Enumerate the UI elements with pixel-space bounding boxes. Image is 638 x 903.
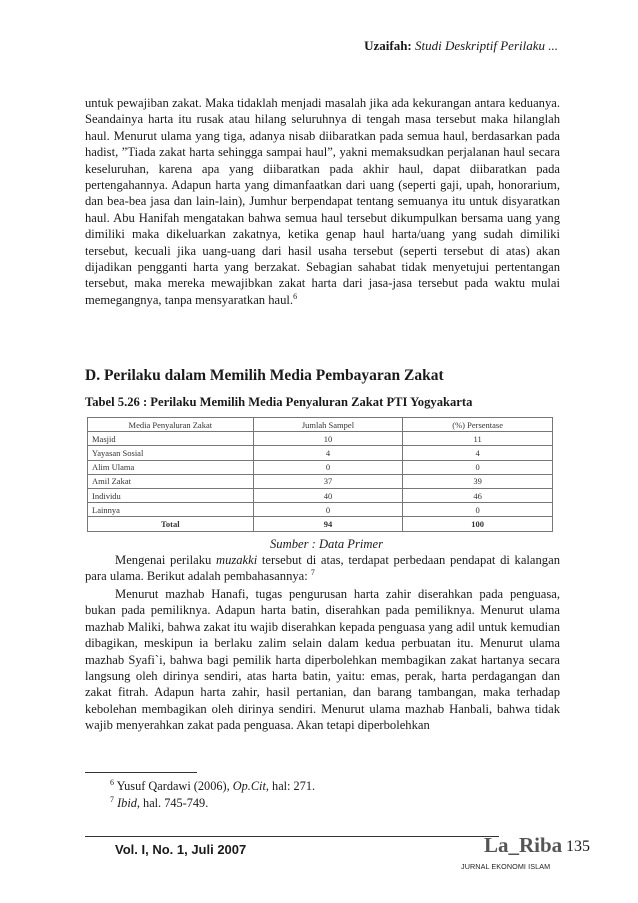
journal-volume: Vol. I, No. 1, Juli 2007: [115, 842, 247, 857]
table-cell: 100: [403, 517, 553, 531]
paragraph-2-term: muzakki: [215, 553, 258, 567]
table-cell: Lainnya: [88, 503, 254, 517]
table-row: [88, 446, 553, 460]
table-total-row: [88, 517, 553, 531]
table-cell: 0: [403, 460, 553, 474]
footnote-citation: Op.Cit: [232, 779, 266, 793]
running-header: [364, 38, 558, 54]
paragraph-1-text: untuk pewajiban zakat. Maka tidaklah menjadi masalah jika ada kekurangan antara keduanya. Seandainya harta itu rusak atau hilang seluruhnya di tengah masa tersebut maka hilanglah haul. Menurut ulama yang tiga, adanya nisab diibaratkan pada semua haul, berdasarkan pada hadist, ”Tiada zakat harta sehingga sampai haul”, yakni memaksudkan perjalanan haul secara keseluruhan, karena apa yang diibaratkan pada akhir haul, dapat diibaratkan pada pertengahannya. Adapun harta yang dimanfaatkan dari uang (seperti gaji, upah, honorarium, dan bea-bea jasa dan lain-lain), Jumhur berpendapat tentang semuanya itu untuk disyaratkan haul. Abu Hanifah mengatakan bahwa semua haul tersebut dikumpulkan bersama uang yang dimiliki maka dikeluarkan zakatnya, ketika genap haul harta/uang yang sudah dimiliki tersebut, kecuali jika uang-uang dari hasil usaha tersebut (seperti tersebut di atas) akan dijadikan pengganti harta yang berzakat. Sebagian sahabat tidak menyetujui pertentangan tersebut, maka mereka mewajibkan zakat harta dari jasa-jasa tersebut pada waktu mulai memegangnya, tanpa mensyaratkan haul.: [85, 96, 560, 307]
footnote-citation: Ibid: [117, 796, 137, 810]
paragraph-2-text: tersebut di atas, terdapat perbedaan pendapat di kalangan para ulama. Berikut adalah pembahasannya:: [85, 553, 560, 584]
table-cell: 39: [403, 474, 553, 488]
table-cell: Individu: [88, 488, 254, 502]
column-header: (%) Persentase: [403, 418, 553, 432]
table-cell: Total: [88, 517, 254, 531]
header-author: Uzaifah:: [364, 38, 412, 53]
table-cell: 37: [253, 474, 403, 488]
footnote-number: 7: [110, 794, 114, 804]
table-cell: Yayasan Sosial: [88, 446, 254, 460]
header-title: Studi Deskriptif Perilaku ...: [415, 38, 558, 53]
table-cell: 0: [253, 503, 403, 517]
footnote-7: [110, 796, 208, 811]
footnote-text: , hal: 271.: [265, 779, 316, 793]
column-header: Media Penyaluran Zakat: [88, 418, 254, 432]
table-row: [88, 474, 553, 488]
table-cell: 94: [253, 517, 403, 531]
footnote-divider: [85, 772, 197, 773]
footnote-text: Yusuf Qardawi (2006),: [116, 779, 233, 793]
footnote-text: , hal. 745-749.: [136, 796, 209, 810]
body-paragraph-2: [85, 552, 560, 585]
table-cell: Alim Ulama: [88, 460, 254, 474]
data-table: [87, 417, 553, 532]
table-cell: 40: [253, 488, 403, 502]
journal-subtitle: JURNAL EKONOMI ISLAM: [461, 862, 551, 871]
table-header-row: [88, 418, 553, 432]
paragraph-3-text: Menurut mazhab Hanafi, tugas pengurusan harta zahir diserahkan pada penguasa, bukan pada pemiliknya. Adapun harta batin, diserahkan pada pemiliknya. Menurut ulama mazhab Maliki, bahwa zakat itu wajib diserahkan kepada penguasa yang adil untuk kemudian dibagikan, meskipun ia berlaku zalim selain dalam kedua perbuatan itu. Menurut ulama mazhab Syafi`i, bahwa bagi pemilik harta diperbolehkan membagikan zakat hartanya secara langsung oleh dirinya sendiri, atas harta batin, yaitu: emas, perak, harta perdagangan dan zakat fitrah. Adapun harta zahir, hasil pertanian, dan barang tambangan, maka terhadap kebolehan membagikan oleh dirinya sendiri. Menurut ulama mazhab Hanbali, bahwa tidak wajib menyerahkan zakat pada penguasa. Akan tetapi diperbolehkan: [85, 587, 560, 733]
column-header: Jumlah Sampel: [253, 418, 403, 432]
footer-divider: [85, 836, 499, 837]
table-cell: Amil Zakat: [88, 474, 254, 488]
footnote-ref-7[interactable]: 7: [310, 568, 315, 578]
table-cell: 4: [403, 446, 553, 460]
table-cell: 4: [253, 446, 403, 460]
table-caption: Tabel 5.26 : Perilaku Memilih Media Penyaluran Zakat PTI Yogyakarta: [85, 395, 473, 409]
table-row: [88, 460, 553, 474]
table-cell: 0: [403, 503, 553, 517]
footnote-number: 6: [110, 777, 114, 787]
table-row: [88, 432, 553, 446]
page-number: 135: [566, 838, 590, 855]
table-cell: 11: [403, 432, 553, 446]
paragraph-2-text: Mengenai perilaku: [115, 553, 216, 567]
body-paragraph-3: [85, 586, 560, 734]
table-cell: 46: [403, 488, 553, 502]
section-heading: D. Perilaku dalam Memilih Media Pembayaran Zakat: [85, 367, 444, 384]
journal-logo: La_Riba: [484, 833, 563, 857]
table-row: [88, 488, 553, 502]
table-cell: 0: [253, 460, 403, 474]
footnote-ref-6[interactable]: 6: [293, 291, 298, 301]
table-cell: Masjid: [88, 432, 254, 446]
table-source: Sumber : Data Primer: [270, 537, 383, 551]
footnote-6: [110, 779, 315, 794]
body-paragraph-1: [85, 95, 560, 308]
table-cell: 10: [253, 432, 403, 446]
table-row: [88, 503, 553, 517]
